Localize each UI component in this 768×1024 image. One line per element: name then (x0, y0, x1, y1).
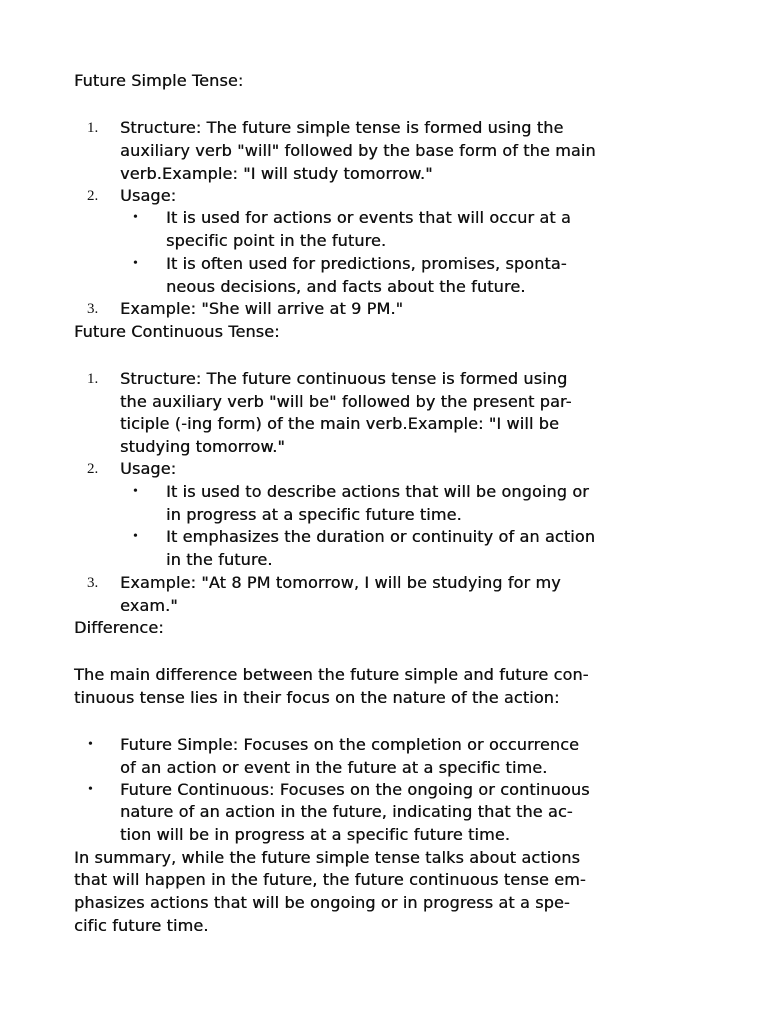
list-number: 1. (87, 120, 99, 136)
list-number: 3. (87, 301, 99, 317)
summary-line: phasizes actions that will be ongoing or in progress at a spe- (74, 893, 570, 912)
list-item-line: auxiliary verb "will" followed by the base form of the main (120, 141, 596, 160)
bullet-item-line: Future Continuous: Focuses on the ongoing or continuous (120, 780, 590, 799)
list-item-line: Usage: (120, 186, 177, 205)
bullet-icon: • (88, 737, 93, 752)
bullet-icon: • (133, 484, 138, 499)
summary-line: In summary, while the future simple tense talks about actions (74, 848, 580, 867)
bullet-item-line: nature of an action in the future, indicating that the ac- (120, 802, 573, 821)
bullet-item-line: neous decisions, and facts about the future. (166, 277, 526, 296)
bullet-icon: • (133, 256, 138, 271)
bullet-item-line: It is often used for predictions, promises, sponta- (166, 254, 567, 273)
paragraph-line: The main difference between the future simple and future con- (74, 665, 589, 684)
list-number: 2. (87, 461, 99, 477)
list-number: 2. (87, 188, 99, 204)
list-item-line: Example: "She will arrive at 9 PM." (120, 299, 404, 318)
list-item-line: exam." (120, 596, 178, 615)
list-item-line: studying tomorrow." (120, 437, 285, 456)
heading-future-simple: Future Simple Tense: (74, 71, 244, 90)
paragraph-line: tinuous tense lies in their focus on the nature of the action: (74, 688, 560, 707)
list-number: 1. (87, 371, 99, 387)
list-item-line: Structure: The future simple tense is formed using the (120, 118, 564, 137)
bullet-item-line: It is used for actions or events that will occur at a (166, 208, 571, 227)
bullet-item-line: It emphasizes the duration or continuity of an action (166, 527, 596, 546)
bullet-icon: • (133, 529, 138, 544)
list-item-line: Usage: (120, 459, 177, 478)
list-number: 3. (87, 575, 99, 591)
list-item-line: ticiple (-ing form) of the main verb.Example: "I will be (120, 414, 559, 433)
bullet-item-line: Future Simple: Focuses on the completion or occurrence (120, 735, 580, 754)
bullet-item-line: in the future. (166, 550, 273, 569)
bullet-item-line: It is used to describe actions that will be ongoing or (166, 482, 589, 501)
summary-line: cific future time. (74, 916, 209, 935)
bullet-item-line: in progress at a specific future time. (166, 505, 462, 524)
bullet-item-line: of an action or event in the future at a specific time. (120, 758, 548, 777)
list-item-line: Structure: The future continuous tense is formed using (120, 369, 568, 388)
bullet-item-line: tion will be in progress at a specific future time. (120, 825, 510, 844)
list-item-line: verb.Example: "I will study tomorrow." (120, 164, 433, 183)
bullet-item-line: specific point in the future. (166, 231, 387, 250)
bullet-icon: • (133, 210, 138, 225)
bullet-icon: • (88, 782, 93, 797)
heading-difference: Difference: (74, 618, 164, 637)
list-item-line: the auxiliary verb "will be" followed by the present par- (120, 392, 572, 411)
list-item-line: Example: "At 8 PM tomorrow, I will be studying for my (120, 573, 561, 592)
heading-future-continuous: Future Continuous Tense: (74, 322, 280, 341)
summary-line: that will happen in the future, the future continuous tense em- (74, 870, 586, 889)
